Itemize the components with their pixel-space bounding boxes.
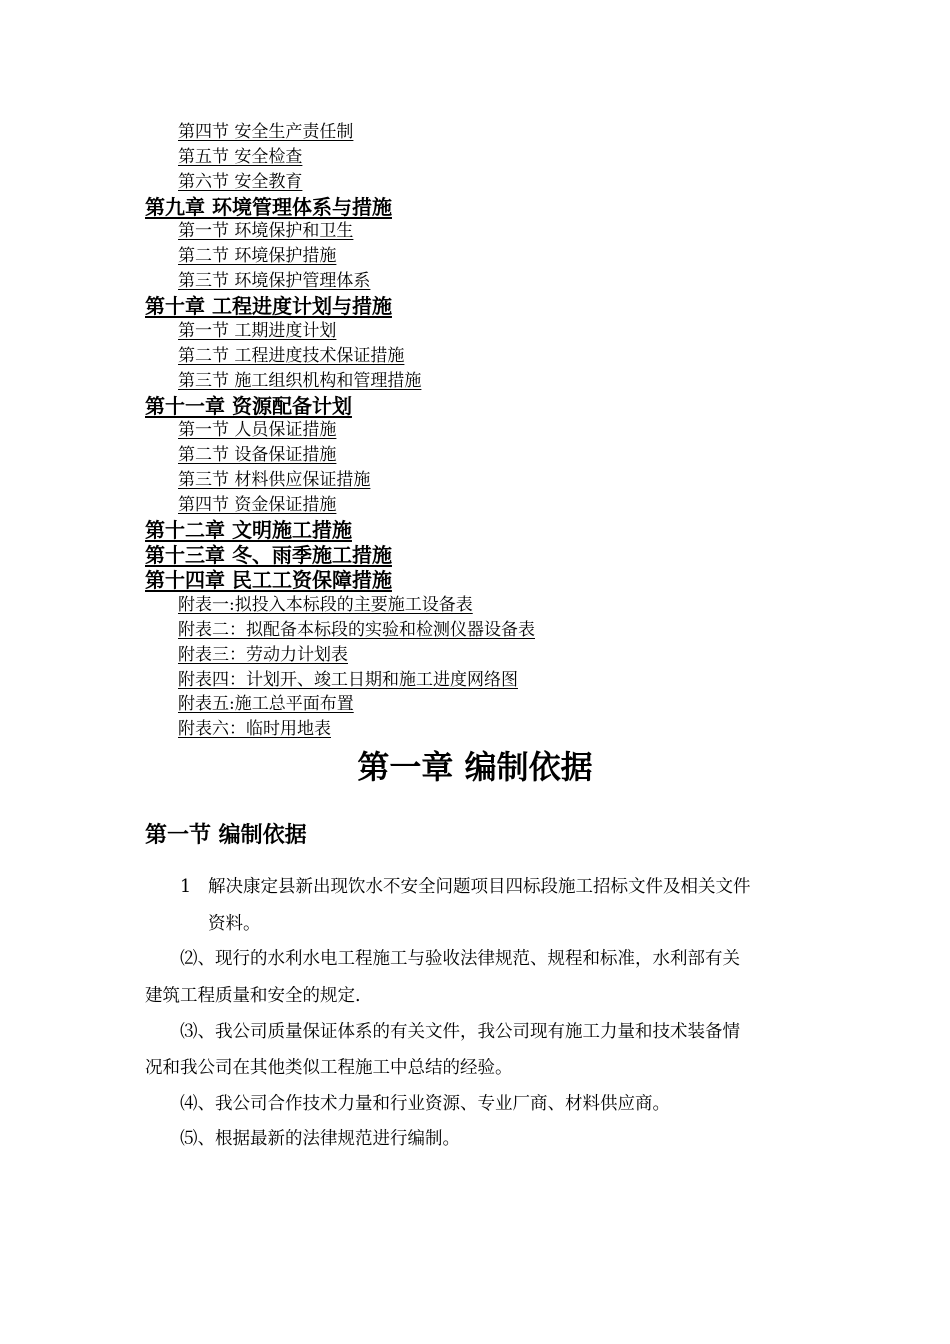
toc-link-appendix-1[interactable]: 附表一:拟投入本标段的主要施工设备表 [178,595,473,615]
item-text: 解决康定县新出现饮水不安全问题项目四标段施工招标文件及相关文件 [208,877,751,897]
toc-link-appendix-3[interactable]: 附表三：劳动力计划表 [178,645,348,665]
toc-link-safety-inspection[interactable]: 第五节 安全检查 [178,147,303,167]
toc-link-appendix-4[interactable]: 附表四：计划开、竣工日期和施工进度网络图 [178,670,518,690]
toc-link-appendix-6[interactable]: 附表六：临时用地表 [178,719,331,739]
body-item-3-line-1: ⑶、我公司质量保证体系的有关文件，我公司现有施工力量和技术装备情 [180,1022,740,1042]
toc-link-schedule-tech-measures[interactable]: 第二节 工程进度技术保证措施 [178,346,405,366]
toc-link-appendix-5[interactable]: 附表五:施工总平面布置 [178,694,354,714]
toc-link-safety-responsibility[interactable]: 第四节 安全生产责任制 [178,122,354,142]
toc-link-chapter-13[interactable]: 第十三章 冬、雨季施工措施 [145,543,392,567]
toc-link-material-supply-measures[interactable]: 第三节 材料供应保证措施 [178,470,371,490]
toc-link-env-protection-measures[interactable]: 第二节 环境保护措施 [178,246,337,266]
body-item-1-line-2: 资料。 [208,914,261,934]
toc-link-organization-measures[interactable]: 第三节 施工组织机构和管理措施 [178,371,422,391]
toc-link-appendix-2[interactable]: 附表二：拟配备本标段的实验和检测仪器设备表 [178,620,535,640]
item-number: 1 [180,877,192,897]
body-item-2-line-2: 建筑工程质量和安全的规定. [145,986,361,1006]
toc-link-chapter-10[interactable]: 第十章 工程进度计划与措施 [145,294,392,318]
body-item-5: ⑸、根据最新的法律规范进行编制。 [180,1129,460,1149]
toc-link-chapter-11[interactable]: 第十一章 资源配备计划 [145,394,352,418]
toc-link-equipment-measures[interactable]: 第二节 设备保证措施 [178,445,337,465]
chapter-title: 第一章 编制依据 [357,748,593,786]
body-item-4: ⑷、我公司合作技术力量和行业资源、专业厂商、材料供应商。 [180,1094,670,1114]
body-item-1-line-1 [180,873,751,901]
toc-link-chapter-12[interactable]: 第十二章 文明施工措施 [145,518,352,542]
toc-link-chapter-14[interactable]: 第十四章 民工工资保障措施 [145,568,392,592]
toc-link-env-protection-hygiene[interactable]: 第一节 环境保护和卫生 [178,221,354,241]
body-item-2-line-1: ⑵、现行的水利水电工程施工与验收法律规范、规程和标准，水利部有关 [180,949,740,969]
toc-link-chapter-9[interactable]: 第九章 环境管理体系与措施 [145,195,392,219]
toc-link-funding-measures[interactable]: 第四节 资金保证措施 [178,495,337,515]
body-item-3-line-2: 况和我公司在其他类似工程施工中总结的经验。 [145,1058,513,1078]
toc-link-schedule-plan[interactable]: 第一节 工期进度计划 [178,321,337,341]
section-title: 第一节 编制依据 [145,823,307,848]
toc-link-safety-education[interactable]: 第六节 安全教育 [178,172,303,192]
toc-link-personnel-measures[interactable]: 第一节 人员保证措施 [178,420,337,440]
toc-link-env-management-system[interactable]: 第三节 环境保护管理体系 [178,271,371,291]
